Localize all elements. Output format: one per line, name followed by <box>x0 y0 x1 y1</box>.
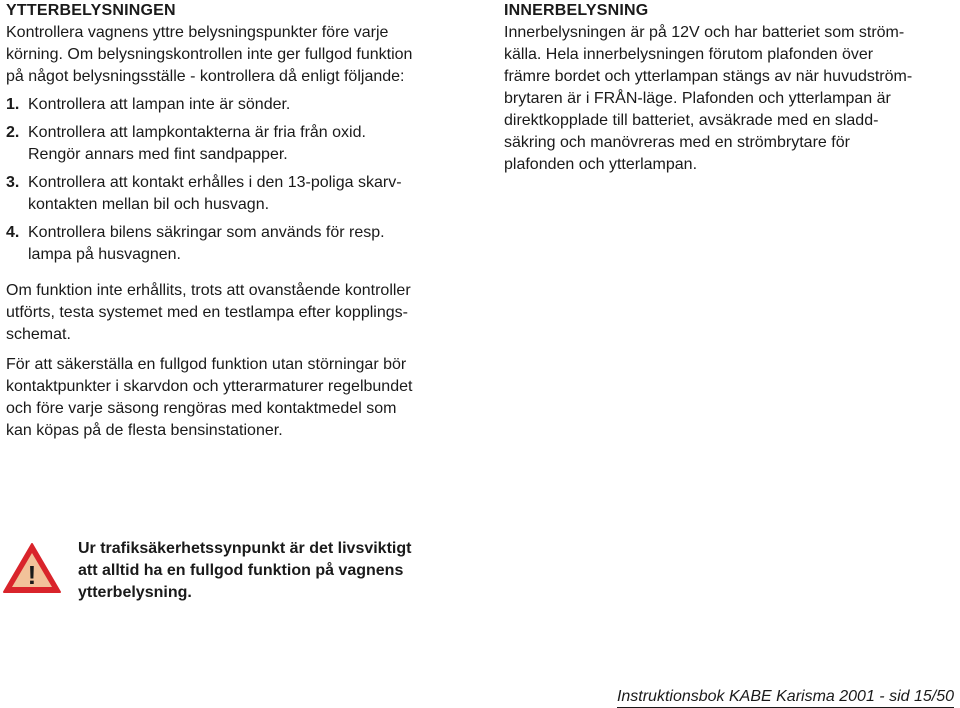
section-heading-ytterbelysning: YTTERBELYSNINGEN <box>6 2 176 19</box>
text-line: Innerbelysningen är på 12V och har batteriet som ström- <box>504 24 905 41</box>
text-line: att alltid ha en fullgod funktion på vagnens <box>78 562 404 579</box>
list-item <box>6 172 476 216</box>
text-line: säkring och manövreras med en strömbrytare för <box>504 134 850 151</box>
left-column <box>6 0 476 442</box>
text-line: på något belysningsställe - kontrollera då enligt följande: <box>6 68 405 85</box>
right-column <box>504 0 954 176</box>
list-item <box>6 94 476 116</box>
text-line: Kontrollera att lampkontakterna är fria från oxid. <box>28 124 366 141</box>
page-footer: Instruktionsbok KABE Karisma 2001 - sid 15/50 <box>617 688 954 708</box>
warning-text <box>78 538 411 604</box>
text-line: Kontrollera att kontakt erhålles i den 13-poliga skarv- <box>28 174 402 191</box>
text-line: lampa på husvagnen. <box>28 246 181 263</box>
text-line: brytaren är i FRÅN-läge. Plafonden och ytterlampan är <box>504 90 891 107</box>
text-line: kontakten mellan bil och husvagn. <box>28 196 270 213</box>
list-item <box>6 222 476 266</box>
innerbelysning-paragraph <box>504 22 954 176</box>
text-line: Kontrollera att lampan inte är sönder. <box>28 96 291 113</box>
text-line: kan köpas på de flesta bensinstationer. <box>6 422 283 439</box>
warning-exclamation: ! <box>27 560 37 590</box>
text-line: utförts, testa systemet med en testlampa efter kopplings- <box>6 304 408 321</box>
section-heading-innerbelysning: INNERBELYSNING <box>504 2 649 19</box>
text-line: främre bordet och ytterlampan stängs av när huvudström- <box>504 68 913 85</box>
check-list <box>6 94 476 266</box>
text-line: källa. Hela innerbelysningen förutom plafonden över <box>504 46 874 63</box>
paragraph-testlampa <box>6 280 476 346</box>
text-line: och före varje säsong rengöras med kontaktmedel som <box>6 400 397 417</box>
warning-notice <box>0 536 960 601</box>
text-line: körning. Om belysningskontrollen inte ger fullgod funktion <box>6 46 413 63</box>
list-number: 3. <box>6 174 20 191</box>
text-line: direktkopplade till batteriet, avsäkrade med en sladd- <box>504 112 879 129</box>
text-line: plafonden och ytterlampan. <box>504 156 698 173</box>
text-line: schemat. <box>6 326 71 343</box>
list-item <box>6 122 476 166</box>
paragraph-kontaktmedel <box>6 354 476 442</box>
text-line: Ur trafiksäkerhetssynpunkt är det livsviktigt <box>78 540 412 557</box>
warning-triangle-icon <box>2 542 62 594</box>
text-line: kontaktpunkter i skarvdon och ytterarmaturer regelbundet <box>6 378 413 395</box>
list-number: 2. <box>6 124 20 141</box>
text-line: Kontrollera vagnens yttre belysningspunkter före varje <box>6 24 389 41</box>
intro-paragraph <box>6 22 476 88</box>
list-number: 4. <box>6 224 20 241</box>
text-line: Rengör annars med fint sandpapper. <box>28 146 288 163</box>
text-line: Kontrollera bilens säkringar som används för resp. <box>28 224 385 241</box>
list-number: 1. <box>6 96 20 113</box>
text-line: Om funktion inte erhållits, trots att ovanstående kontroller <box>6 282 411 299</box>
text-line: ytterbelysning. <box>78 584 192 601</box>
text-line: För att säkerställa en fullgod funktion utan störningar bör <box>6 356 407 373</box>
